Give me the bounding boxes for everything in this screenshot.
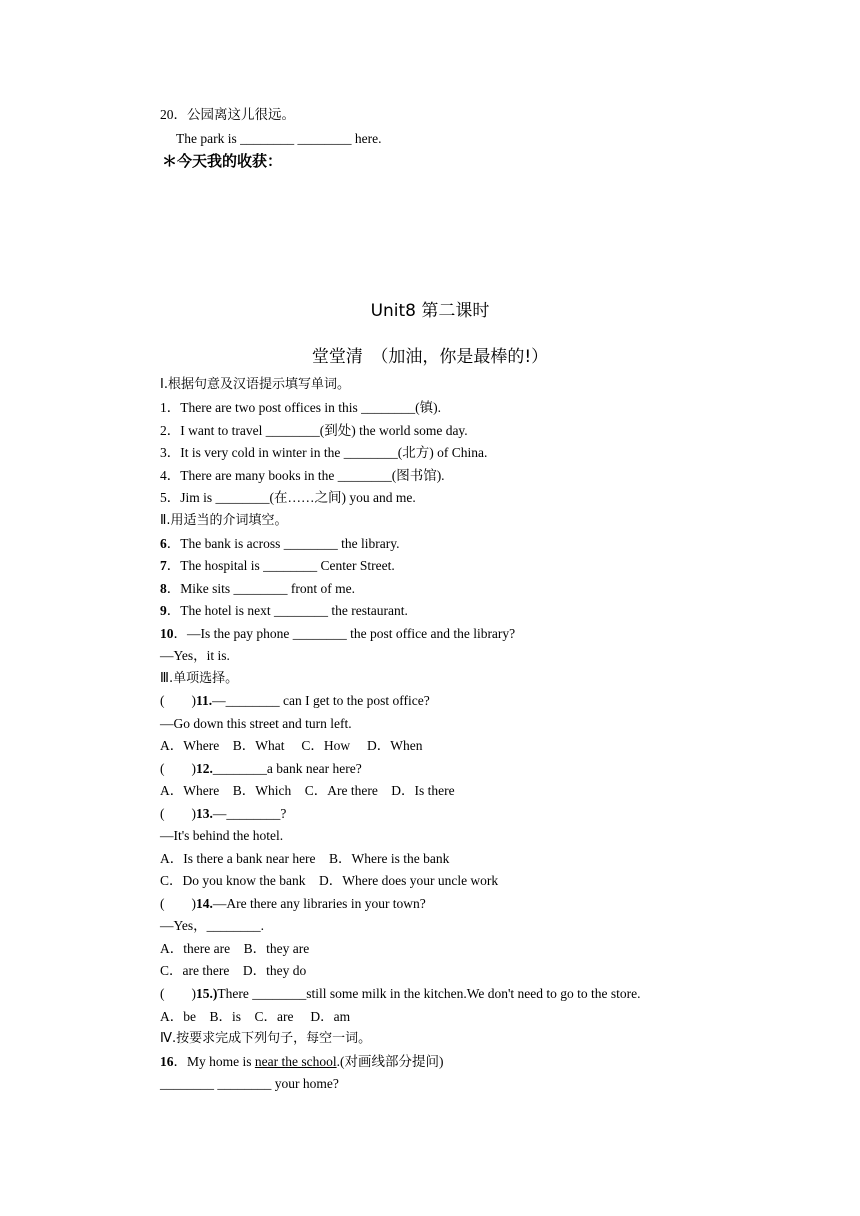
question-number: 10	[160, 626, 174, 641]
question-number: 6	[160, 536, 167, 551]
question-text: —________ can I get to the post office?	[212, 693, 430, 708]
unit-title: Unit8 第二课时	[370, 301, 490, 321]
question-14	[160, 895, 426, 913]
question-text-pre: ．My home is	[173, 1054, 255, 1069]
question-text-post: .(对画线部分提问)	[336, 1054, 444, 1069]
question-number: 11.	[196, 693, 213, 708]
question-text: ．The hospital is ________ Center Street.	[166, 558, 395, 573]
underlined-phrase: near the school	[254, 1054, 337, 1069]
question-text: ．The hotel is next ________ the restaurant.	[166, 603, 408, 618]
question-10-answer: —Yes，it is.	[160, 648, 230, 663]
question-5: 5．Jim is ________(在……之间) you and me.	[160, 490, 416, 505]
question-13-options-cd: C．Do you know the bank D．Where does your uncle work	[160, 873, 499, 888]
question-6	[160, 535, 399, 553]
question-number: 12.	[196, 761, 213, 776]
question-text: —Are there any libraries in your town?	[212, 896, 426, 911]
answer-paren: ( )	[160, 896, 196, 911]
question-13	[160, 805, 286, 823]
question-11-reply: —Go down this street and turn left.	[160, 716, 352, 731]
question-text: ．—Is the pay phone ________ the post office and the library?	[173, 626, 516, 641]
question-14-reply: —Yes，________.	[160, 918, 265, 933]
question-14-options-cd: C．are there D．they do	[160, 963, 307, 978]
question-20-chinese: 20．公园离这儿很远。	[160, 107, 295, 122]
answer-paren: ( )	[160, 761, 196, 776]
subtitle: 堂堂清 （加油，你是最棒的!）	[311, 347, 549, 367]
section-4-heading: Ⅳ.按要求完成下列句子，每空一词。	[160, 1031, 372, 1046]
question-12	[160, 760, 362, 778]
question-15-options: A．be B．is C．are D．am	[160, 1009, 351, 1024]
question-7	[160, 557, 395, 575]
question-number: 8	[160, 581, 167, 596]
question-number: 13.	[196, 806, 213, 821]
question-number: 16	[160, 1054, 174, 1069]
question-8	[160, 580, 355, 598]
question-16	[160, 1053, 443, 1071]
answer-paren: ( )	[160, 693, 196, 708]
harvest-heading: ＊今天我的收获：	[162, 152, 283, 170]
question-4: 4．There are many books in the ________(图书馆).	[160, 468, 445, 483]
section-3-heading: Ⅲ.单项选择。	[160, 671, 239, 686]
question-13-options-ab: A．Is there a bank near here B．Where is the bank	[160, 851, 450, 866]
section-2-heading: Ⅱ.用适当的介词填空。	[160, 513, 288, 528]
question-number: 9	[160, 603, 167, 618]
question-13-reply: —It's behind the hotel.	[160, 828, 284, 843]
question-1: 1．There are two post offices in this ________(镇).	[160, 400, 441, 415]
question-3: 3．It is very cold in winter in the ________(北方) of China.	[160, 445, 488, 460]
question-number: 15.)	[196, 986, 218, 1001]
question-11	[160, 692, 430, 710]
question-text: There ________still some milk in the kitchen.We don't need to go to the store.	[217, 986, 641, 1001]
question-text: ________a bank near here?	[212, 761, 362, 776]
question-9	[160, 602, 408, 620]
question-number: 14.	[196, 896, 213, 911]
question-number: 7	[160, 558, 167, 573]
question-16-answer: ________ ________ your home?	[160, 1076, 339, 1091]
answer-paren: ( )	[160, 806, 196, 821]
question-text: ．The bank is across ________ the library.	[166, 536, 400, 551]
section-1-heading: Ⅰ.根据句意及汉语提示填写单词。	[160, 377, 350, 392]
question-text: —________?	[212, 806, 287, 821]
question-14-options-ab: A．there are B．they are	[160, 941, 310, 956]
question-text: ．Mike sits ________ front of me.	[166, 581, 355, 596]
question-15	[160, 985, 641, 1003]
question-10	[160, 625, 515, 643]
question-12-options: A．Where B．Which C．Are there D．Is there	[160, 783, 455, 798]
answer-paren: ( )	[160, 986, 196, 1001]
question-11-options: A．Where B．What C．How D．When	[160, 738, 423, 753]
question-20-english: The park is ________ ________ here.	[176, 131, 382, 146]
question-2: 2．I want to travel ________(到处) the world some day.	[160, 423, 468, 438]
